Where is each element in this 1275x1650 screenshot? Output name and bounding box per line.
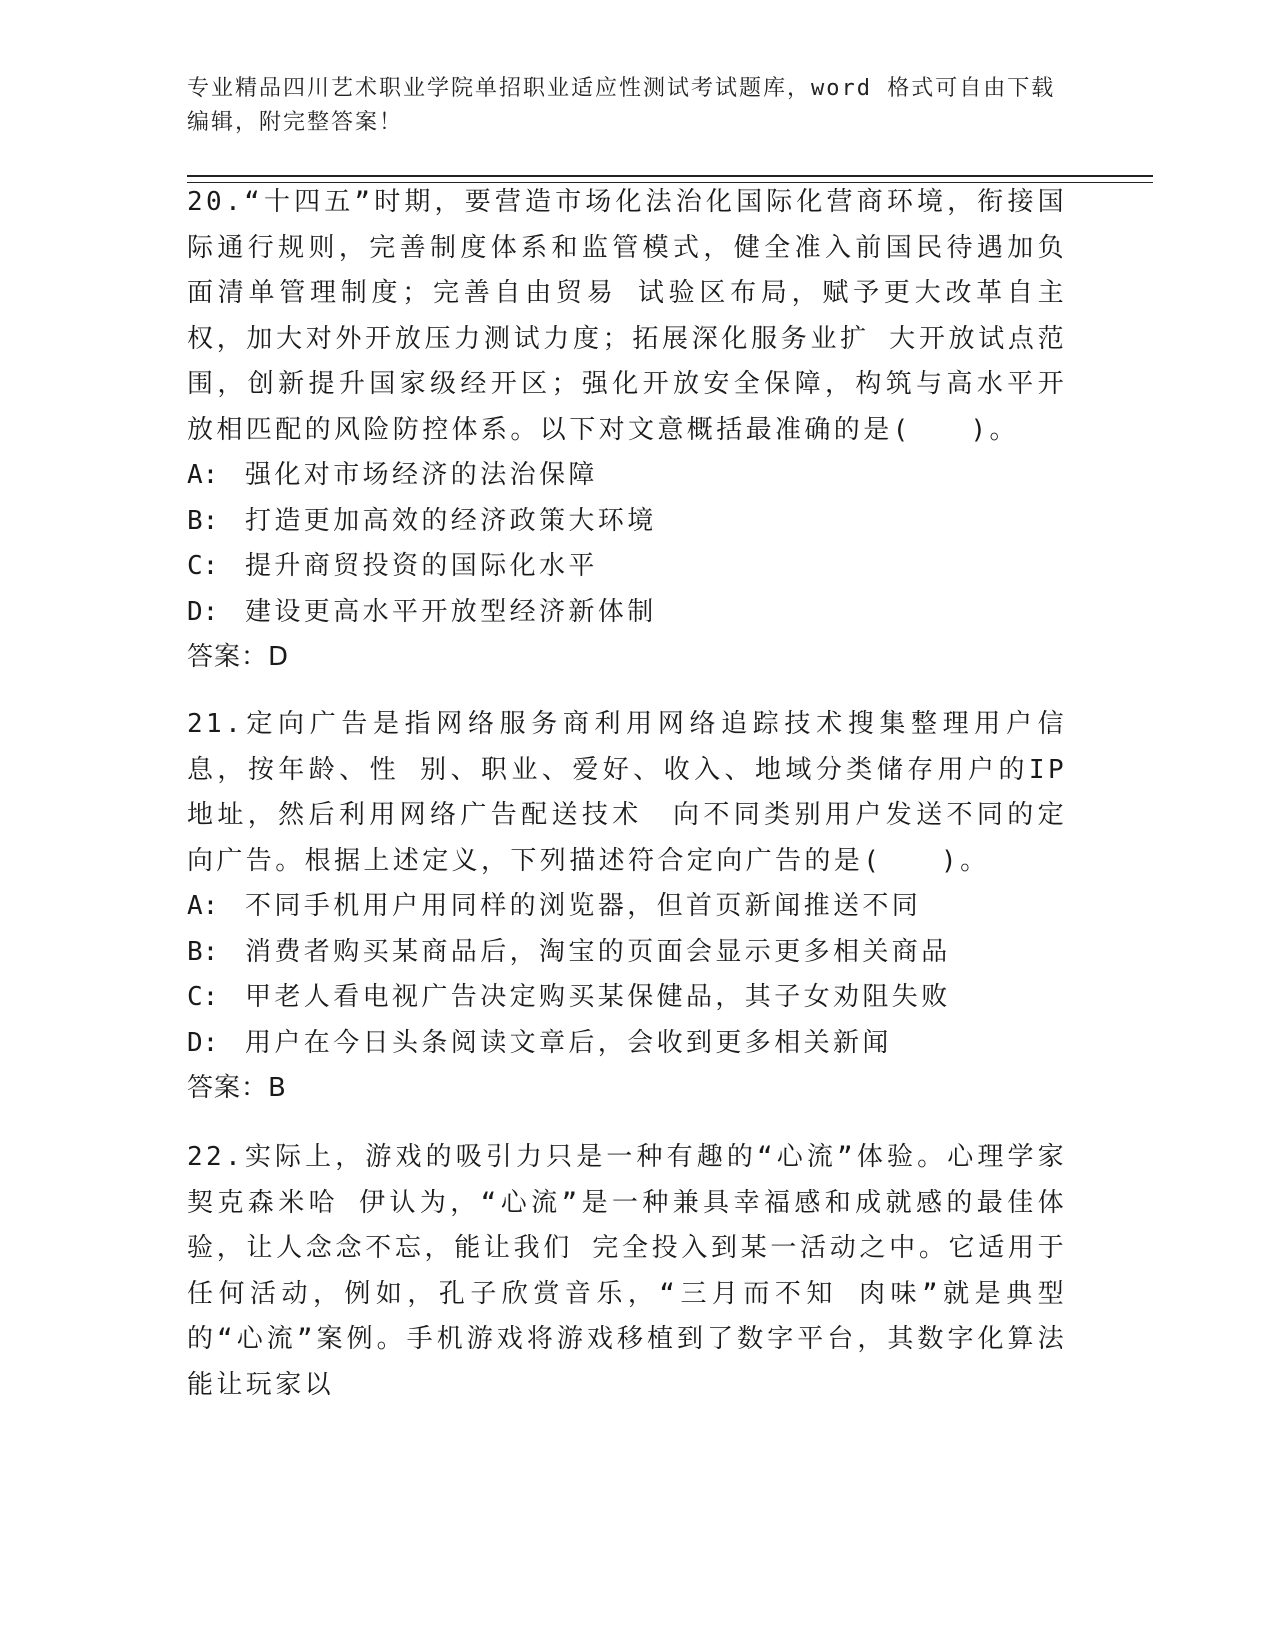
option-a [187, 453, 1067, 499]
question-stem: 22.实际上，游戏的吸引力只是一种有趣的“心流”体验。心理学家契克森米哈 伊认为，“心流”是一种兼具幸福感和成就感的最佳体验，让人念念不忘，能让我们 完全投入到某一活动之中。它适用于任何活动，例如，孔子欣赏音乐，“三月而不知 肉味”就是典型的“心流”案例。手机游戏将游戏移植到了数字平台，其数字化算法 能让玩家以 [187, 1142, 1067, 1400]
option-key: C: [187, 982, 219, 1012]
option-text: 甲老人看电视广告决定购买某保健品，其子女劝阻失败 [245, 982, 951, 1012]
page-header: 专业精品四川艺术职业学院单招职业适应性测试考试题库，word 格式可自由下载编辑，附完整答案！ [187, 76, 1056, 135]
question-stem: 21.定向广告是指网络服务商利用网络追踪技术搜集整理用户信息，按年龄、性 别、职业、爱好、收入、地域分类储存用户的IP 地址，然后利用网络广告配送技术 向不同类别用户发送不同的定向广告。根据上述定义，下列描述符合定向广告的是( )。 [187, 709, 1067, 876]
question-20 [187, 180, 1067, 681]
option-key: A: [187, 891, 219, 921]
option-text: 消费者购买某商品后，淘宝的页面会显示更多相关商品 [245, 936, 951, 967]
option-text: 不同手机用户用同样的浏览器，但首页新闻推送不同 [245, 891, 922, 921]
option-key: D: [187, 596, 219, 627]
option-text: 建设更高水平开放型经济新体制 [245, 596, 657, 627]
option-c [187, 544, 1067, 590]
option-a [187, 884, 1067, 930]
option-key: B: [187, 936, 219, 967]
header-divider-thick [187, 175, 1153, 177]
option-b [187, 930, 1067, 976]
answer-label: 答案：D [187, 642, 290, 672]
option-text: 用户在今日头条阅读文章后，会收到更多相关新闻 [245, 1027, 892, 1058]
option-key: C: [187, 551, 219, 581]
option-text: 强化对市场经济的法治保障 [245, 460, 598, 490]
question-stem: 20.“十四五”时期，要营造市场化法治化国际化营商环境，衔接国际通行规则，完善制度体系和监管模式，健全准入前国民待遇加负面清单管理制度；完善自由贸易 试验区布局，赋予更大改革自主权，加大对外开放压力测试力度；拓展深化服务业扩 大开放试点范围，创新提升国家级经开区；强化开放安全保障，构筑与高水平开放相匹配的风险防控体系。以下对文意概括最准确的是( )。 [187, 187, 1067, 445]
question-22 [187, 1135, 1067, 1408]
option-d [187, 1021, 1067, 1067]
question-21 [187, 702, 1067, 1112]
option-text: 提升商贸投资的国际化水平 [245, 551, 598, 581]
option-key: A: [187, 460, 219, 490]
option-d [187, 590, 1067, 636]
option-b [187, 499, 1067, 545]
option-text: 打造更加高效的经济政策大环境 [245, 505, 657, 536]
answer-label: 答案：B [187, 1073, 287, 1103]
option-key: D: [187, 1027, 219, 1058]
option-c [187, 975, 1067, 1021]
option-key: B: [187, 505, 219, 536]
